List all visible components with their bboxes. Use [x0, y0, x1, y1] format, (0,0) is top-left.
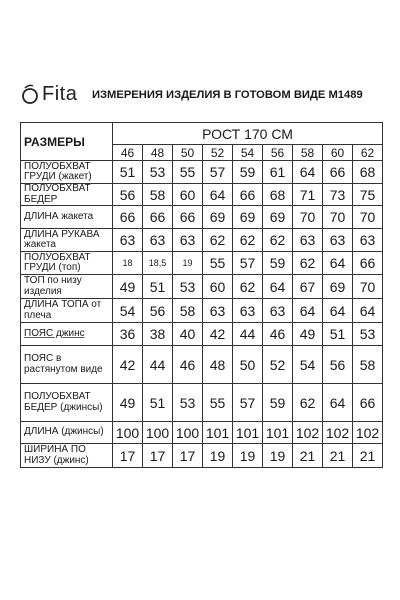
measurement-label: ПОЯС в растянутом виде [21, 346, 113, 384]
measurement-value: 59 [263, 384, 293, 422]
size-header-cell: 60 [323, 145, 353, 161]
measurement-label: ДЛИНА жакета [21, 206, 113, 229]
measurement-label: ПОЛУОБХВАТ БЕДЕР (джинсы) [21, 384, 113, 422]
measurement-value: 69 [323, 275, 353, 299]
measurement-value: 71 [293, 184, 323, 206]
measurement-value: 46 [263, 323, 293, 346]
size-header-cell: 58 [293, 145, 323, 161]
measurement-value: 60 [203, 275, 233, 299]
measurement-value: 56 [113, 184, 143, 206]
measurement-value: 51 [143, 275, 173, 299]
size-header-cell: 46 [113, 145, 143, 161]
measurement-value: 64 [293, 299, 323, 323]
measurement-value: 44 [233, 323, 263, 346]
measurement-value: 64 [293, 161, 323, 184]
measurement-value: 62 [293, 252, 323, 275]
measurement-value: 100 [113, 422, 143, 444]
measurement-label: ТОП по низу изделия [21, 275, 113, 299]
measurement-value: 59 [263, 252, 293, 275]
size-header-cell: 54 [233, 145, 263, 161]
measurement-value: 36 [113, 323, 143, 346]
measurement-value: 54 [113, 299, 143, 323]
measurement-value: 38 [143, 323, 173, 346]
table-row [21, 299, 383, 323]
measurement-value: 59 [233, 161, 263, 184]
measurement-value: 73 [323, 184, 353, 206]
measurement-value: 63 [173, 229, 203, 252]
measurement-value: 57 [233, 252, 263, 275]
measurement-value: 63 [143, 229, 173, 252]
measurement-value: 66 [113, 206, 143, 229]
measurement-value: 58 [143, 184, 173, 206]
height-header: РОСТ 170 СМ [113, 123, 383, 145]
measurement-value: 66 [233, 184, 263, 206]
header [22, 80, 382, 112]
measurement-value: 57 [233, 384, 263, 422]
measurement-value: 53 [353, 323, 383, 346]
size-header-cell: 56 [263, 145, 293, 161]
measurement-value: 51 [323, 323, 353, 346]
measurement-value: 62 [263, 229, 293, 252]
measurement-value: 100 [173, 422, 203, 444]
table-row [21, 323, 383, 346]
measurement-value: 64 [353, 299, 383, 323]
size-header-cell: 62 [353, 145, 383, 161]
measurement-value: 52 [263, 346, 293, 384]
measurement-value: 101 [263, 422, 293, 444]
measurement-value: 51 [113, 161, 143, 184]
measurement-value: 69 [203, 206, 233, 229]
measurement-value: 70 [353, 206, 383, 229]
table-body [21, 161, 383, 468]
measurement-label: ПОЛУОБХВАТ БЕДЕР [21, 184, 113, 206]
measurement-value: 55 [173, 161, 203, 184]
size-header-cell: 50 [173, 145, 203, 161]
measurement-value: 64 [263, 275, 293, 299]
measurement-value: 64 [323, 384, 353, 422]
size-header-cell: 52 [203, 145, 233, 161]
measurement-value: 17 [173, 444, 203, 468]
measurement-value: 54 [293, 346, 323, 384]
measurement-value: 68 [353, 161, 383, 184]
size-table [20, 122, 383, 468]
measurement-value: 63 [203, 299, 233, 323]
measurement-value: 66 [173, 206, 203, 229]
fita-logo-icon [22, 82, 42, 106]
measurement-value: 50 [233, 346, 263, 384]
measurement-value: 49 [113, 384, 143, 422]
measurement-value: 53 [173, 275, 203, 299]
measurement-value: 61 [263, 161, 293, 184]
measurement-value: 44 [143, 346, 173, 384]
measurement-value: 63 [233, 299, 263, 323]
measurement-value: 18,5 [143, 252, 173, 275]
measurement-value: 21 [293, 444, 323, 468]
measurement-value: 70 [353, 275, 383, 299]
size-column-header: РАЗМЕРЫ [21, 123, 113, 161]
measurement-value: 66 [143, 206, 173, 229]
measurement-value: 62 [203, 229, 233, 252]
measurement-value: 62 [293, 384, 323, 422]
measurement-value: 49 [293, 323, 323, 346]
size-header-cell: 48 [143, 145, 173, 161]
measurement-value: 19 [233, 444, 263, 468]
measurement-value: 56 [143, 299, 173, 323]
measurement-value: 55 [203, 384, 233, 422]
brand-name: Fita [42, 83, 78, 105]
table-row [21, 229, 383, 252]
measurement-value: 69 [233, 206, 263, 229]
measurement-value: 63 [113, 229, 143, 252]
measurement-value: 64 [323, 252, 353, 275]
measurement-value: 58 [353, 346, 383, 384]
measurement-value: 46 [173, 346, 203, 384]
measurement-value: 57 [203, 161, 233, 184]
measurement-value: 64 [203, 184, 233, 206]
measurement-value: 101 [233, 422, 263, 444]
measurement-value: 63 [293, 229, 323, 252]
table-row [21, 161, 383, 184]
brand-logo [22, 82, 86, 106]
measurement-value: 102 [323, 422, 353, 444]
table-row [21, 206, 383, 229]
measurement-value: 63 [353, 229, 383, 252]
measurement-value: 19 [263, 444, 293, 468]
measurement-value: 42 [203, 323, 233, 346]
measurement-label: ДЛИНА РУКАВА жакета [21, 229, 113, 252]
table-row [21, 346, 383, 384]
measurement-value: 51 [143, 384, 173, 422]
measurement-value: 64 [323, 299, 353, 323]
measurement-value: 19 [203, 444, 233, 468]
measurement-value: 19 [173, 252, 203, 275]
measurement-value: 21 [353, 444, 383, 468]
table-row [21, 184, 383, 206]
measurement-value: 58 [173, 299, 203, 323]
measurement-value: 62 [233, 229, 263, 252]
measurement-value: 63 [263, 299, 293, 323]
measurement-value: 56 [323, 346, 353, 384]
measurement-value: 75 [353, 184, 383, 206]
measurement-value: 102 [353, 422, 383, 444]
measurement-value: 21 [323, 444, 353, 468]
measurement-value: 102 [293, 422, 323, 444]
table-row [21, 275, 383, 299]
measurement-value: 66 [323, 161, 353, 184]
table-row [21, 422, 383, 444]
measurement-label: ДЛИНА (джинсы) [21, 422, 113, 444]
document-title: ИЗМЕРЕНИЯ ИЗДЕЛИЯ В ГОТОВОМ ВИДЕ М1489 [92, 89, 363, 101]
measurement-value: 100 [143, 422, 173, 444]
measurement-value: 53 [143, 161, 173, 184]
measurement-value: 49 [113, 275, 143, 299]
measurement-value: 67 [293, 275, 323, 299]
measurement-label: ПОЛУОБХВАТ ГРУДИ (жакет) [21, 161, 113, 184]
measurement-label: ПОЯС джинс [21, 323, 113, 346]
measurement-value: 53 [173, 384, 203, 422]
measurement-value: 55 [203, 252, 233, 275]
table-row [21, 252, 383, 275]
measurement-value: 63 [323, 229, 353, 252]
table-row [21, 444, 383, 468]
measurement-value: 66 [353, 384, 383, 422]
measurement-value: 70 [323, 206, 353, 229]
measurement-value: 70 [293, 206, 323, 229]
measurement-value: 66 [353, 252, 383, 275]
measurement-value: 42 [113, 346, 143, 384]
measurement-value: 18 [113, 252, 143, 275]
measurement-value: 69 [263, 206, 293, 229]
measurement-value: 17 [143, 444, 173, 468]
measurement-label: ШИРИНА ПО НИЗУ (джинс) [21, 444, 113, 468]
measurement-label: ДЛИНА ТОПА от плеча [21, 299, 113, 323]
measurement-value: 48 [203, 346, 233, 384]
measurement-value: 40 [173, 323, 203, 346]
measurement-value: 62 [233, 275, 263, 299]
measurement-value: 68 [263, 184, 293, 206]
measurement-value: 101 [203, 422, 233, 444]
measurement-value: 60 [173, 184, 203, 206]
measurement-label: ПОЛУОБХВАТ ГРУДИ (топ) [21, 252, 113, 275]
table-row [21, 384, 383, 422]
measurement-value: 17 [113, 444, 143, 468]
